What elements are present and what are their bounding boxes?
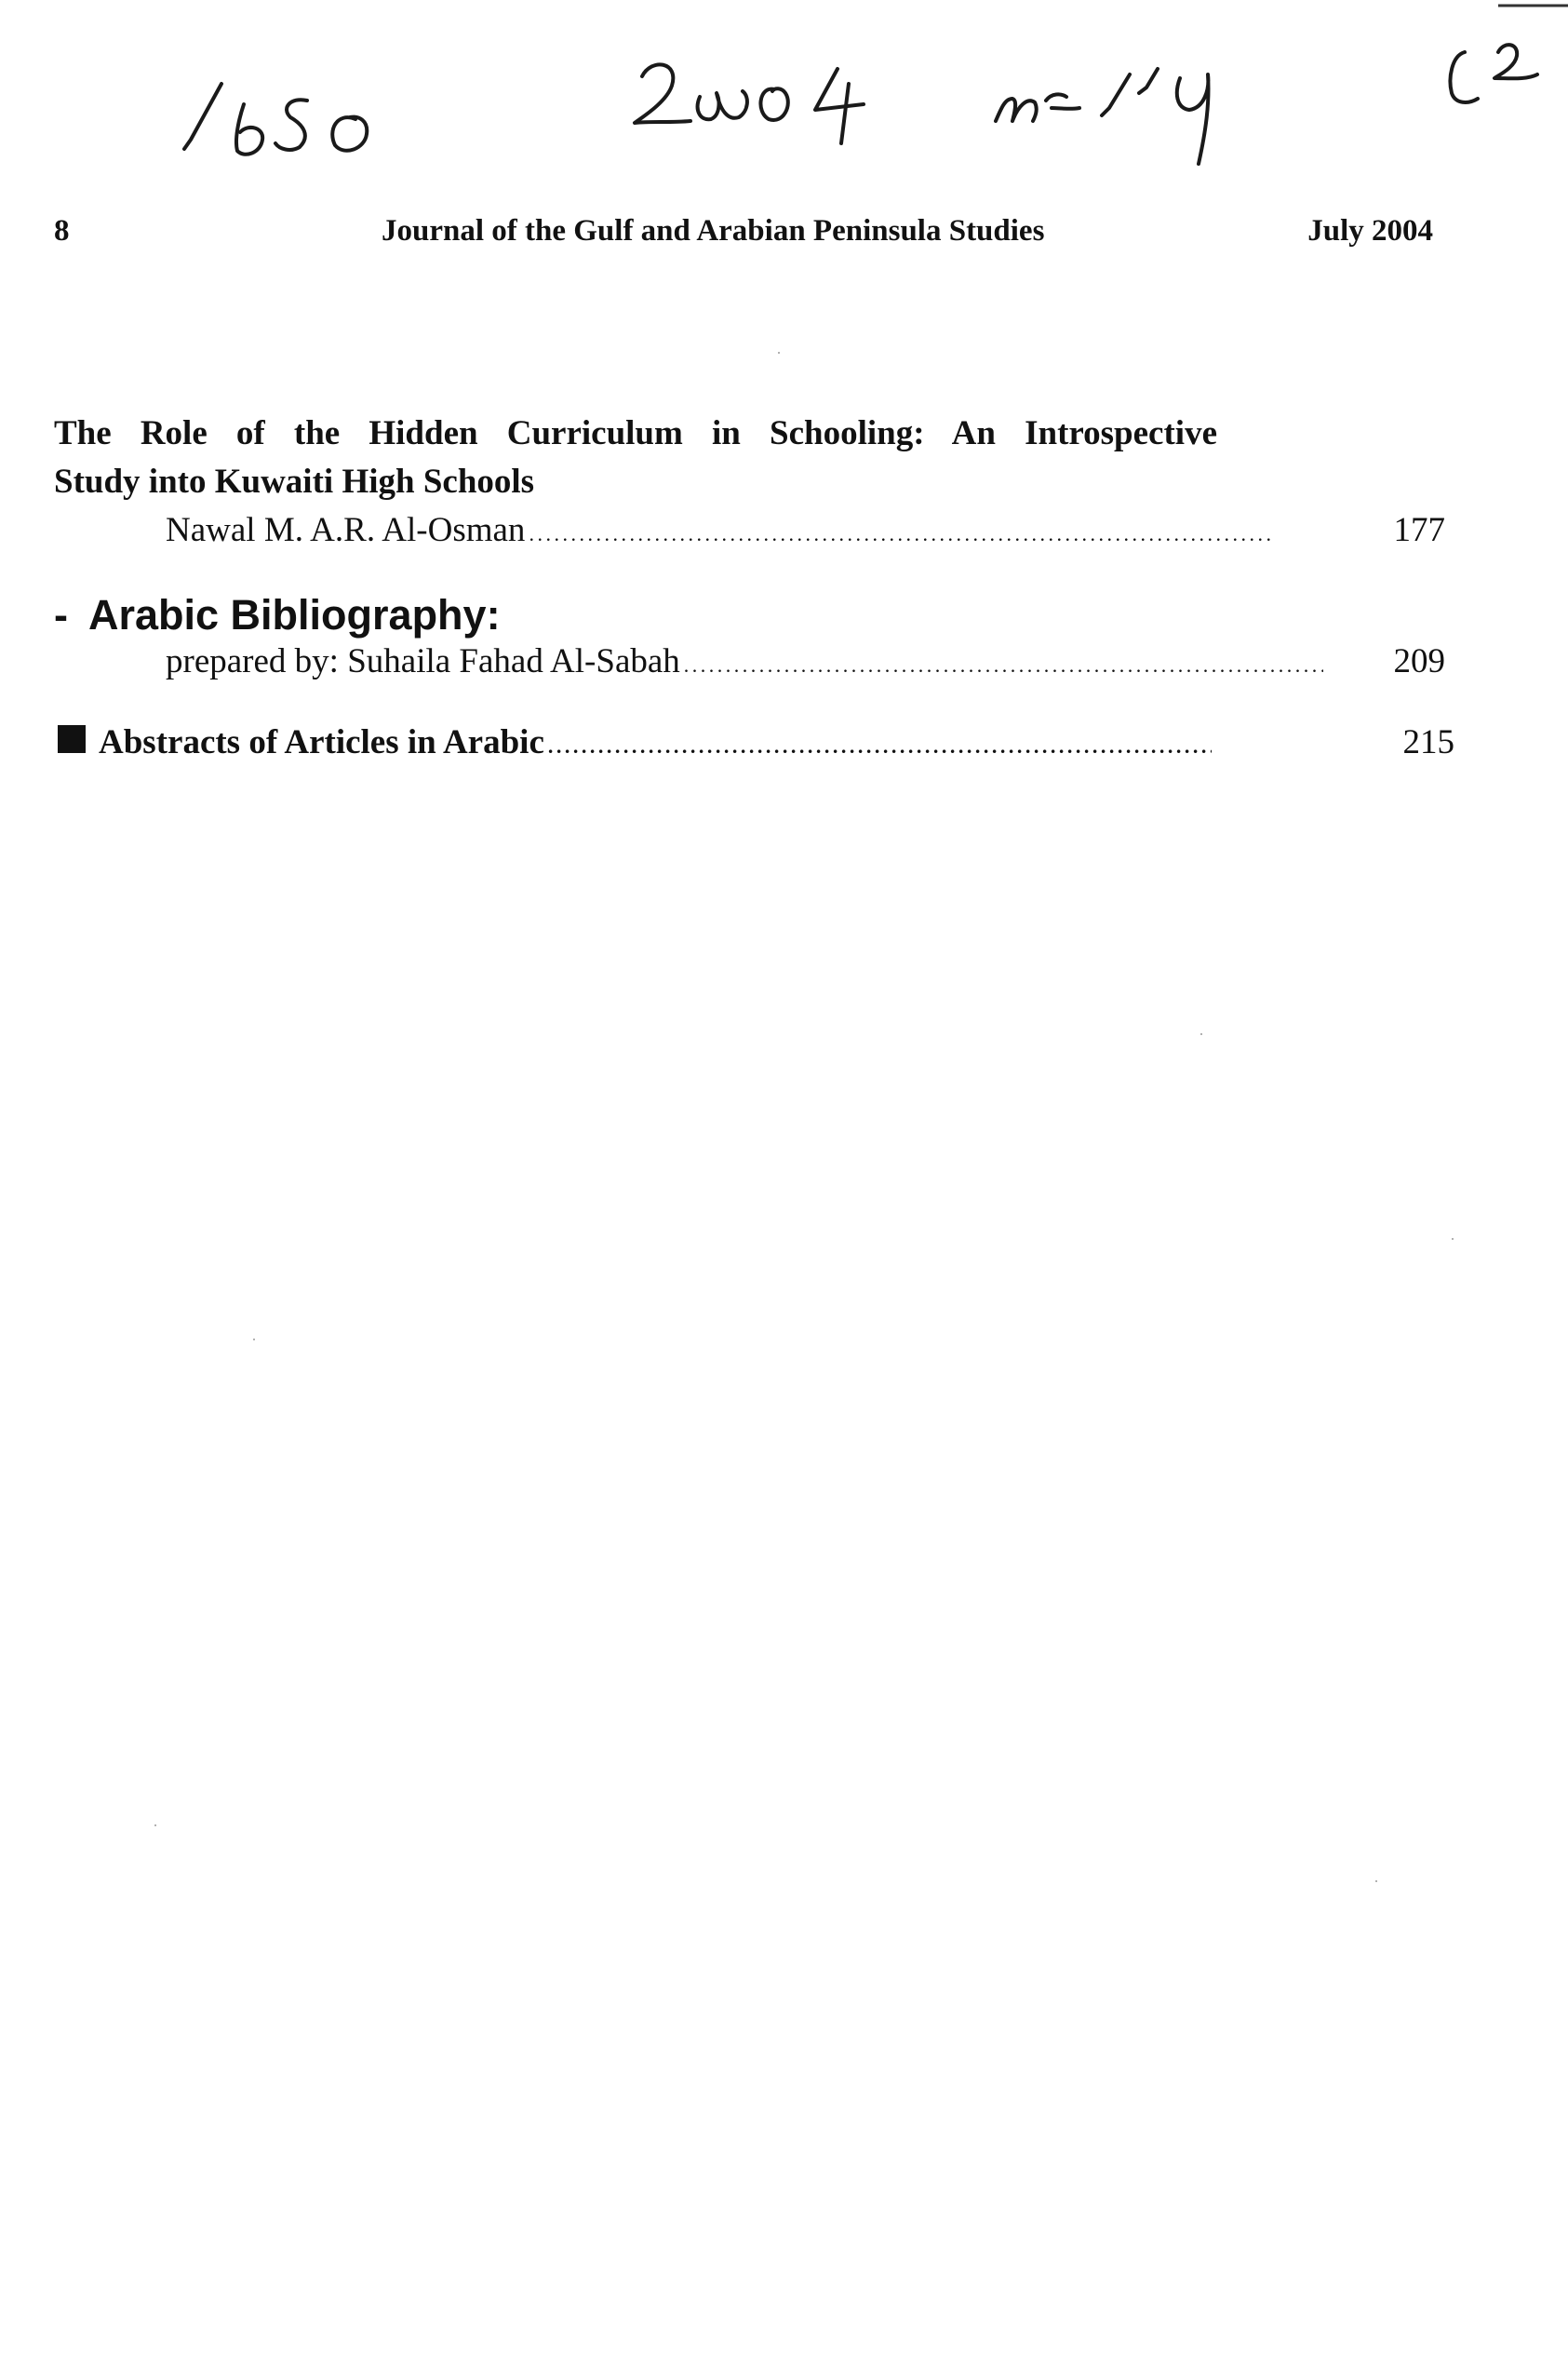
- bibliography-heading-text: Arabic Bibliography:: [88, 591, 501, 639]
- article-author-entry: [54, 510, 1445, 550]
- bibliography-heading: [54, 589, 1338, 641]
- dot-leader: [529, 510, 1323, 550]
- handwritten-annotation-1650: [184, 84, 367, 155]
- page-number: 8: [54, 214, 70, 248]
- abstracts-label: Abstracts of Articles in Arabic: [99, 723, 544, 761]
- scan-speck: [154, 1824, 156, 1826]
- bibliography-preparer: prepared by: Suhaila Fahad Al-Sabah: [166, 642, 680, 680]
- article-author: Nawal M. A.R. Al-Osman: [166, 511, 526, 549]
- issue-date: July 2004: [1307, 214, 1433, 248]
- article-title: [54, 410, 1217, 506]
- dot-leader: [548, 722, 1212, 762]
- abstracts-page-number: 215: [1402, 723, 1454, 761]
- running-header: [54, 214, 1433, 261]
- bibliography-page-number: 209: [1393, 642, 1445, 680]
- handwritten-annotations: [0, 0, 1568, 205]
- handwritten-annotation-no-114: [996, 69, 1209, 164]
- handwritten-annotation-2004: [635, 64, 864, 143]
- table-of-contents: [54, 410, 1454, 762]
- abstracts-entry: [54, 722, 1454, 762]
- scan-speck: [778, 352, 780, 354]
- heading-dash: -: [54, 591, 68, 639]
- journal-title: Journal of the Gulf and Arabian Peninsula Studies: [382, 214, 1045, 248]
- dot-leader: [684, 641, 1323, 681]
- article-page-number: 177: [1393, 511, 1445, 549]
- article-title-line-1: The Role of the Hidden Curriculum in Schooling: An Introspective: [54, 414, 1217, 452]
- scan-speck: [1375, 1880, 1377, 1882]
- scan-speck: [1200, 1033, 1202, 1035]
- bibliography-entry: [54, 641, 1445, 681]
- square-bullet-icon: [58, 725, 86, 753]
- scan-speck: [1452, 1238, 1454, 1240]
- article-title-line-2: Study into Kuwaiti High Schools: [54, 463, 535, 501]
- scan-speck: [253, 1339, 255, 1340]
- handwritten-annotation-22: [1451, 45, 1537, 102]
